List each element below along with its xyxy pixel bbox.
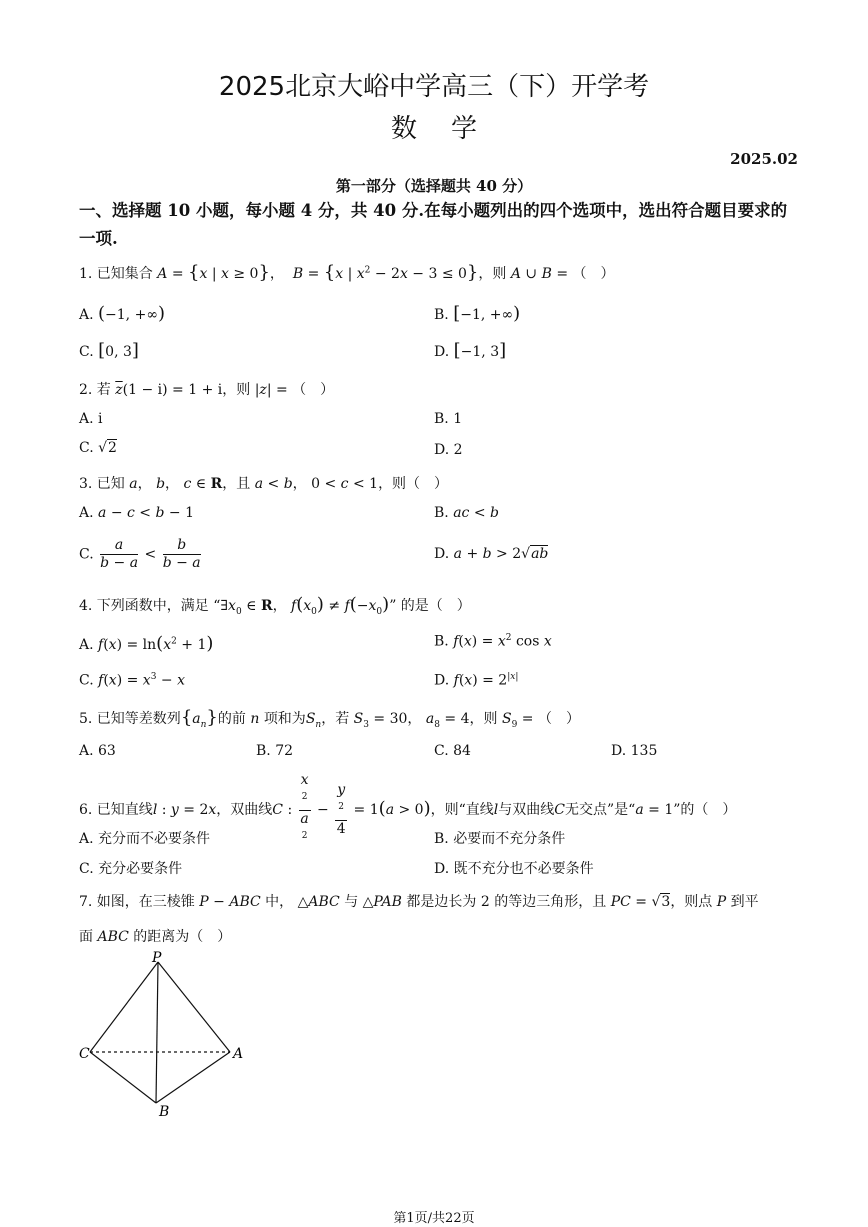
q6-option-a: A. 充分而不必要条件 <box>79 831 211 847</box>
q5-option-d: D. 135 <box>611 743 658 759</box>
vertex-p-label: P <box>152 950 162 966</box>
subject-title: 数学 <box>390 114 511 144</box>
question-7: 7. 如图，在三棱锥 P − ABC 中， △ABC 与 △PAB 都是边长为 2 的等边三角形，且 PC = √3，则点 P 到平 <box>79 894 759 910</box>
question-3: 3. 已知 a， b， c ∈ R，且 a < b， 0 < c < 1，则（ ） <box>79 476 449 492</box>
q5-option-a: A. 63 <box>79 743 116 759</box>
q1-option-b: B. [−1, +∞) <box>434 303 521 324</box>
q6-option-c: C. 充分必要条件 <box>79 861 183 877</box>
vertex-c-label: C <box>79 1046 90 1062</box>
q2-option-c: C. √2 <box>79 440 117 456</box>
q1-option-c: C. [0, 3] <box>79 340 139 361</box>
exam-title: 2025北京大峪中学高三（下）开学考 <box>218 72 650 102</box>
q3-option-a: A. a − c < b − 1 <box>79 505 195 521</box>
q3-option-d: D. a + b > 2√ab <box>434 546 549 562</box>
page-footer: 第1页/共22页 <box>393 1211 475 1226</box>
vertex-a-label: A <box>233 1046 244 1062</box>
q4-option-d: D. $f(x) = 2^{|x|}$ <box>434 672 519 689</box>
tetrahedron-figure <box>70 948 260 1123</box>
q2-option-a: A. i <box>79 411 103 427</box>
question-5: 5. 已知等差数列$\{a_n\}$的前 n 项和为$S_n$，若 $S_3 = 30$， $a_8 = 4$，则 $S_9$ = （ ） <box>79 707 580 730</box>
exam-date: 2025.02 <box>730 150 798 168</box>
question-4: 4. 下列函数中，满足 “$\exists x_0$ ∈ R， $f(x_0) \ne f(-x_0)$” 的是（ ） <box>79 594 471 617</box>
question-7-line2: 面 ABC 的距离为（ ） <box>79 929 232 945</box>
vertex-b-label: B <box>159 1104 170 1120</box>
q5-option-c: C. 84 <box>434 743 471 759</box>
q3-option-c: C. $\frac{a}{b - a}$ < $\frac{b}{b - a}$ <box>79 537 201 571</box>
q5-option-b: B. 72 <box>256 743 294 759</box>
q2-option-d: D. 2 <box>434 442 463 458</box>
q1-option-d: D. [−1, 3] <box>434 340 507 361</box>
q6-option-b: B. 必要而不充分条件 <box>434 831 566 847</box>
q4-option-c: C. $f(x) = x^3 - x$ <box>79 672 185 689</box>
q2-option-b: B. 1 <box>434 411 463 427</box>
q4-option-a: A. $f(x) = \ln(x^2 + 1)$ <box>79 633 214 654</box>
q3-option-b: B. ac < b <box>434 505 499 521</box>
q4-option-b: B. $f(x) = x^2$ cos x <box>434 633 552 650</box>
question-6: 6. 已知直线l : y = 2x，双曲线C : x $^2$ a $^2$ − y $^2$ 4 = 1(a > 0)，则“直线l与双曲线C无交点”是“a = 1”的（ ） <box>79 772 737 841</box>
question-1: 1. 已知集合 A = {x | x ≥ 0}， B = {x | $x^2 - 2x - 3 \le 0$}，则 A ∪ B = （ ） <box>79 262 615 283</box>
question-2: 2. 若 $\overline{z}(1 - i) = 1 + i$，则 |z| = （ ） <box>79 382 335 398</box>
section-instructions: 一、选择题 10 小题，每小题 4 分，共 40 分.在每小题列出的四个选项中，选出符合题目要求的一项. <box>79 201 788 248</box>
part-heading: 第一部分（选择题共 40 分） <box>335 177 533 195</box>
q1-option-a: A. (−1, +∞) <box>79 303 166 324</box>
q6-option-d: D. 既不充分也不必要条件 <box>434 861 594 877</box>
